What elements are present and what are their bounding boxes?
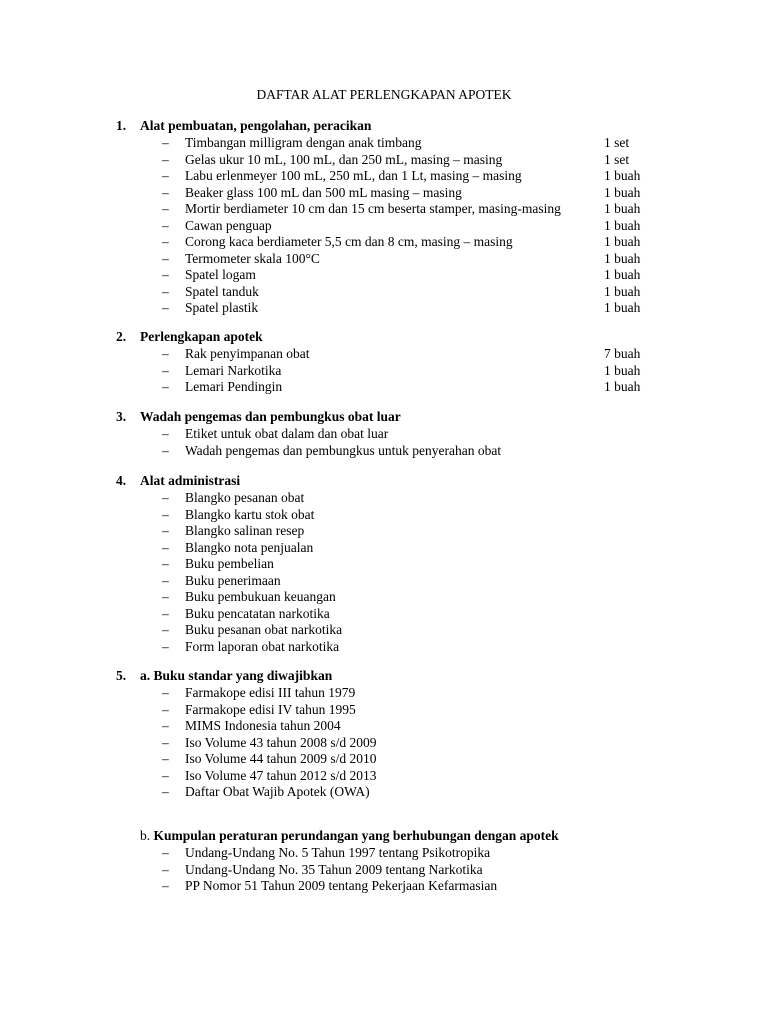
list-dash: –: [162, 362, 169, 378]
item-quantity: 1 buah: [604, 184, 641, 200]
list-dash: –: [162, 539, 169, 555]
section-heading: [116, 472, 240, 489]
list-item: [0, 299, 768, 316]
item-text: Blangko salinan resep: [185, 523, 305, 538]
section-heading: [116, 117, 371, 134]
item-text: PP Nomor 51 Tahun 2009 tentang Pekerjaan Kefarmasian: [185, 878, 498, 893]
item-text: Buku pembukuan keuangan: [185, 589, 336, 604]
item-quantity: 7 buah: [604, 346, 641, 361]
item-text: Blangko nota penjualan: [185, 539, 314, 555]
list-item: [0, 684, 768, 701]
item-quantity: 1 buah: [604, 300, 641, 315]
list-item: [0, 362, 768, 379]
list-dash: –: [162, 217, 169, 233]
item-text: Cawan penguap: [185, 217, 272, 233]
list-dash: –: [162, 168, 169, 183]
item-text: Iso Volume 47 tahun 2012 s/d 2013: [185, 767, 377, 783]
list-dash: –: [162, 751, 169, 766]
list-item: [0, 233, 768, 250]
section-number: 1.: [116, 118, 127, 133]
list-item: [0, 217, 768, 234]
item-text: Iso Volume 43 tahun 2008 s/d 2009: [185, 734, 377, 750]
list-dash: –: [162, 250, 169, 266]
list-item: [0, 717, 768, 734]
item-text: Daftar Obat Wajib Apotek (OWA): [185, 784, 370, 799]
list-item: [0, 442, 768, 459]
section-heading: [116, 667, 332, 684]
item-text: Form laporan obat narkotika: [185, 638, 340, 654]
section-title: Kumpulan peraturan perundangan yang berhubungan dengan apotek: [153, 828, 559, 843]
list-dash: –: [162, 346, 169, 361]
list-dash: –: [162, 589, 169, 604]
list-item: [0, 167, 768, 184]
item-text: Buku penerimaan: [185, 572, 281, 588]
item-quantity: 1 buah: [604, 283, 641, 299]
list-dash: –: [162, 861, 169, 877]
item-quantity: 1 buah: [604, 267, 641, 282]
list-dash: –: [162, 784, 169, 799]
list-dash: –: [162, 767, 169, 783]
list-item: [0, 555, 768, 572]
list-dash: –: [162, 622, 169, 637]
item-text: Wadah pengemas dan pembungkus untuk penyerahan obat: [185, 442, 502, 458]
list-item: [0, 539, 768, 556]
list-item: [0, 605, 768, 622]
list-dash: –: [162, 605, 169, 621]
item-text: Undang-Undang No. 35 Tahun 2009 tentang Narkotika: [185, 861, 483, 877]
list-item: [0, 266, 768, 283]
list-item: [0, 151, 768, 168]
item-text: Undang-Undang No. 5 Tahun 1997 tentang Psikotropika: [185, 845, 491, 860]
item-text: Spatel tanduk: [185, 283, 259, 299]
section-subletter: b.: [140, 828, 154, 843]
item-quantity: 1 buah: [604, 250, 641, 266]
item-text: Spatel plastik: [185, 300, 259, 315]
list-dash: –: [162, 878, 169, 893]
item-text: Beaker glass 100 mL dan 500 mL masing – masing: [185, 184, 462, 200]
list-dash: –: [162, 283, 169, 299]
item-text: Spatel logam: [185, 267, 256, 282]
section-number: 4.: [116, 473, 127, 488]
item-quantity: 1 set: [604, 135, 630, 150]
item-text: Lemari Pendingin: [185, 379, 283, 394]
list-dash: –: [162, 201, 169, 216]
list-item: [0, 506, 768, 523]
item-text: Buku pencatatan narkotika: [185, 605, 330, 621]
item-quantity: 1 buah: [604, 379, 641, 394]
list-dash: –: [162, 379, 169, 394]
item-text: Buku pembelian: [185, 556, 274, 571]
section-title: Wadah pengemas dan pembungkus obat luar: [140, 409, 401, 424]
section-heading: [116, 408, 401, 425]
list-item: [0, 877, 768, 894]
list-item: [0, 134, 768, 151]
list-dash: –: [162, 151, 169, 167]
list-item: [0, 588, 768, 605]
section-title: Perlengkapan apotek: [140, 329, 263, 344]
item-text: Termometer skala 100°C: [185, 250, 320, 266]
item-text: Gelas ukur 10 mL, 100 mL, dan 250 mL, masing – masing: [185, 151, 503, 167]
list-dash: –: [162, 556, 169, 571]
item-quantity: 1 set: [604, 151, 630, 167]
section-number: 5.: [116, 668, 127, 683]
item-text: Blangko pesanan obat: [185, 490, 305, 505]
section-title: Alat pembuatan, pengolahan, peracikan: [140, 118, 372, 133]
item-text: Iso Volume 44 tahun 2009 s/d 2010: [185, 751, 377, 766]
list-item: [0, 200, 768, 217]
item-text: Farmakope edisi III tahun 1979: [185, 685, 356, 700]
list-dash: –: [162, 638, 169, 654]
list-dash: –: [162, 523, 169, 538]
section-number: 2.: [116, 329, 127, 344]
list-dash: –: [162, 267, 169, 282]
list-item: [0, 701, 768, 718]
section-heading: [140, 827, 559, 844]
section-number: 3.: [116, 409, 127, 424]
list-item: [0, 184, 768, 201]
list-dash: –: [162, 426, 169, 441]
item-text: Corong kaca berdiameter 5,5 cm dan 8 cm, masing – masing: [185, 234, 513, 249]
list-item: [0, 250, 768, 267]
item-text: Mortir berdiameter 10 cm dan 15 cm beserta stamper, masing-masing: [185, 201, 561, 216]
list-dash: –: [162, 718, 169, 733]
list-dash: –: [162, 734, 169, 750]
item-quantity: 1 buah: [604, 234, 641, 249]
list-item: [0, 489, 768, 506]
list-item: [0, 621, 768, 638]
list-item: [0, 572, 768, 589]
list-dash: –: [162, 701, 169, 717]
list-dash: –: [162, 135, 169, 150]
item-text: MIMS Indonesia tahun 2004: [185, 718, 341, 733]
item-text: Buku pesanan obat narkotika: [185, 622, 343, 637]
list-dash: –: [162, 234, 169, 249]
list-dash: –: [162, 490, 169, 505]
list-dash: –: [162, 845, 169, 860]
page-title: DAFTAR ALAT PERLENGKAPAN APOTEK: [256, 87, 512, 102]
list-dash: –: [162, 300, 169, 315]
list-dash: –: [162, 685, 169, 700]
list-item: [0, 522, 768, 539]
section-title: a. Buku standar yang diwajibkan: [140, 668, 333, 683]
list-item: [0, 283, 768, 300]
list-item: [0, 844, 768, 861]
list-item: [0, 378, 768, 395]
item-quantity: 1 buah: [604, 217, 641, 233]
list-item: [0, 734, 768, 751]
item-quantity: 1 buah: [604, 168, 641, 183]
list-dash: –: [162, 184, 169, 200]
section-title: Alat administrasi: [140, 473, 241, 488]
list-item: [0, 783, 768, 800]
item-text: Blangko kartu stok obat: [185, 506, 315, 522]
list-item: [0, 345, 768, 362]
list-item: [0, 861, 768, 878]
item-text: Labu erlenmeyer 100 mL, 250 mL, dan 1 Lt, masing – masing: [185, 168, 522, 183]
item-text: Etiket untuk obat dalam dan obat luar: [185, 426, 389, 441]
list-dash: –: [162, 506, 169, 522]
item-text: Farmakope edisi IV tahun 1995: [185, 701, 356, 717]
item-quantity: 1 buah: [604, 362, 641, 378]
list-item: [0, 638, 768, 655]
item-text: Lemari Narkotika: [185, 362, 282, 378]
list-item: [0, 750, 768, 767]
item-text: Rak penyimpanan obat: [185, 346, 310, 361]
item-text: Timbangan milligram dengan anak timbang: [185, 135, 422, 150]
item-quantity: 1 buah: [604, 201, 641, 216]
list-item: [0, 425, 768, 442]
list-dash: –: [162, 572, 169, 588]
section-heading: [116, 328, 263, 345]
list-dash: –: [162, 442, 169, 458]
list-item: [0, 767, 768, 784]
